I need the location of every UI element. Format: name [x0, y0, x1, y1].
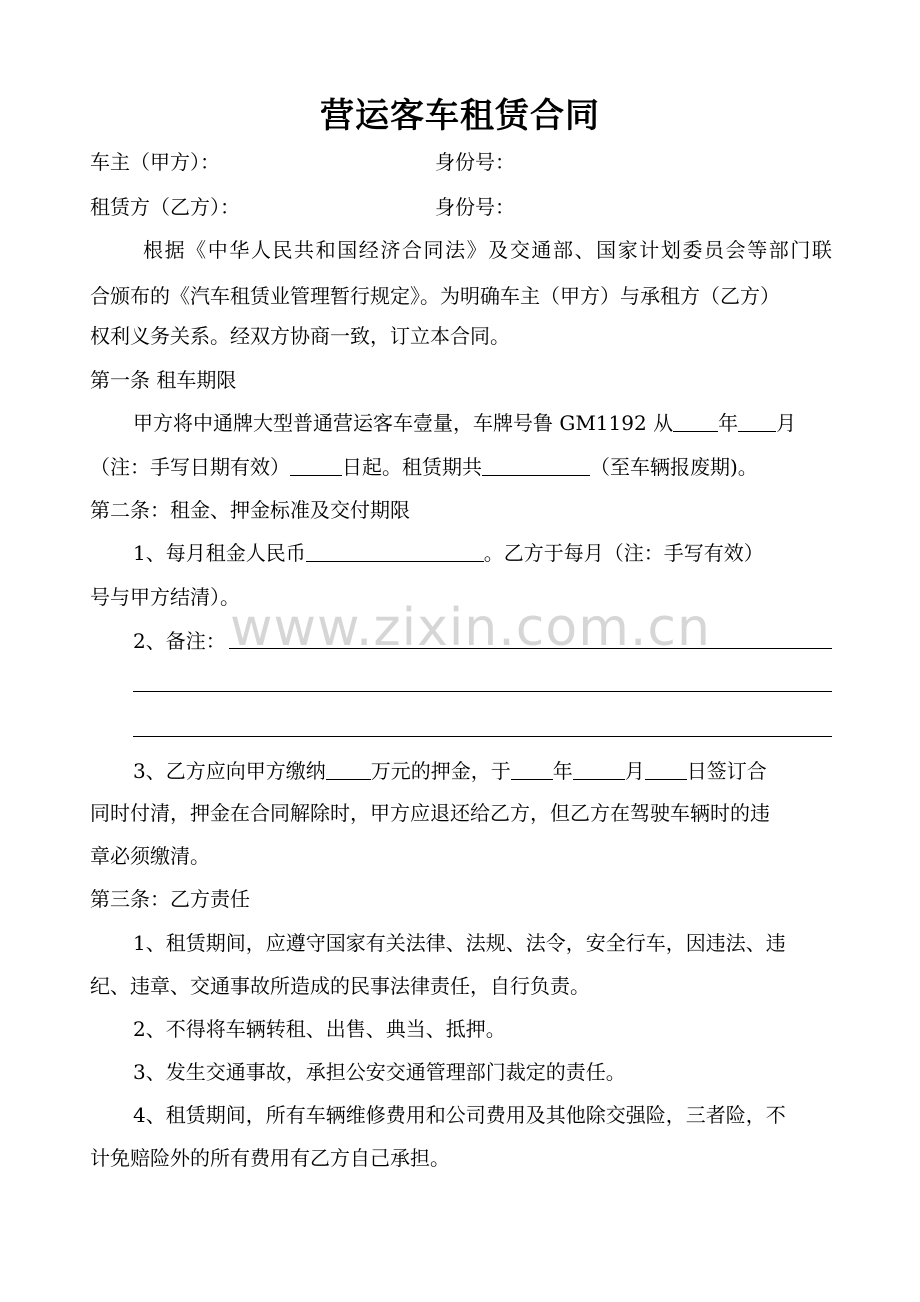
lease-term-text: 日起。租赁期共	[342, 455, 482, 479]
article-2-heading: 第二条：租金、押金标准及交付期限	[90, 498, 410, 522]
sign-month-blank[interactable]	[573, 757, 625, 780]
article-2-item-1-line-1	[133, 538, 764, 568]
article-3-item-1-line-2: 纪、违章、交通事故所造成的民事法律责任，自行负责。	[90, 974, 590, 998]
handwritten-note: （注：手写日期有效）	[90, 455, 290, 479]
watermark: www.zixin.com.cn	[230, 598, 711, 658]
sign-day-text: 日签订合	[686, 759, 767, 783]
year-label: 年	[718, 411, 739, 435]
article-2-item-3-line-3: 章必须缴清。	[90, 844, 210, 868]
article-3-heading: 第三条：乙方责任	[90, 887, 250, 911]
article-3-item-4-line-2: 计免赔险外的所有费用有乙方自己承担。	[90, 1146, 450, 1170]
lease-term-blank[interactable]	[482, 453, 590, 476]
month-label: 月	[776, 411, 797, 435]
start-month-blank[interactable]	[738, 409, 776, 432]
party-a-id-label: 身份号：	[435, 150, 515, 174]
remarks-line-1[interactable]	[229, 648, 832, 649]
preamble-line-2: 合颁布的《汽车租赁业管理暂行规定》。为明确车主（甲方）与承租方（乙方）	[90, 284, 780, 308]
preamble-line-1: 根 据 《 中 华 人 民 共 和 国 经 济 合 同 法 》 及 交 通 部 、 国 家 计 划 委 员 会 等 部 门 联	[143, 238, 832, 262]
article-2-item-1-line-2: 号与甲方结清）。	[90, 585, 240, 609]
lease-term-note: （至车辆报废期)。	[590, 455, 758, 479]
article-3-item-1-line-1: 1、租赁期间，应遵守国家有关法律、法规、法令，安全行车，因违法、违	[133, 931, 786, 955]
remarks-line-2[interactable]	[133, 691, 832, 692]
payment-day-text: 。乙方于每月（注：手写有效）	[483, 541, 764, 565]
deposit-amount-blank[interactable]	[326, 757, 371, 780]
monthly-rent-blank[interactable]	[306, 539, 484, 562]
start-day-blank[interactable]	[290, 453, 342, 476]
article-3-item-3: 3、发生交通事故，承担公安交通管理部门裁定的责任。	[133, 1060, 626, 1084]
article-1-heading: 第一条 租车期限	[90, 368, 237, 392]
remarks-label: 2、备注：	[133, 629, 226, 653]
article-1-vehicle-text: 甲方将中通牌大型普通营运客车壹量，车牌号鲁 GM1192 从	[133, 411, 674, 435]
article-3-item-4-line-1: 4、租赁期间，所有车辆维修费用和公司费用及其他除交强险，三者险，不	[133, 1103, 786, 1127]
deposit-unit-text: 万元的押金，于	[370, 759, 511, 783]
party-b-label: 租赁方（乙方）：	[90, 195, 240, 219]
party-b-id-label: 身份号：	[435, 195, 515, 219]
article-2-item-3-line-2: 同时付清，押金在合同解除时，甲方应退还给乙方，但乙方在驾驶车辆时的违	[90, 801, 770, 825]
monthly-rent-label: 1、每月租金人民币	[133, 541, 306, 565]
start-year-blank[interactable]	[673, 409, 718, 432]
sign-year-label: 年	[552, 759, 573, 783]
article-1-line-1	[133, 408, 796, 438]
deposit-label: 3、乙方应向甲方缴纳	[133, 759, 326, 783]
article-1-line-2	[90, 452, 758, 482]
sign-month-label: 月	[624, 759, 645, 783]
sign-day-blank[interactable]	[645, 757, 687, 780]
article-2-item-3-line-1	[133, 756, 767, 786]
party-a-label: 车主（甲方）：	[90, 150, 220, 174]
document-title: 营运客车租赁合同	[320, 96, 600, 136]
preamble-line-3: 权利义务关系。经双方协商一致，订立本合同。	[90, 324, 510, 348]
article-3-item-2: 2、不得将车辆转租、出售、典当、抵押。	[133, 1017, 506, 1041]
remarks-line-3[interactable]	[133, 736, 832, 737]
sign-year-blank[interactable]	[511, 757, 553, 780]
